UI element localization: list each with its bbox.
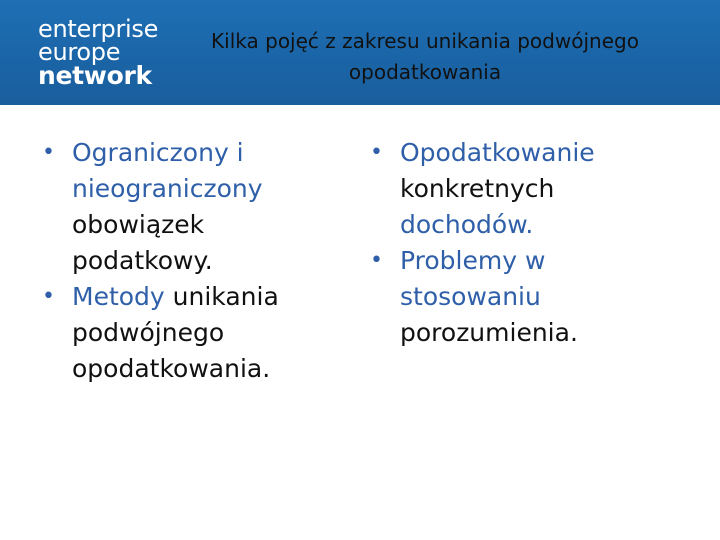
bullet-text-nieograniczony: nieograniczony <box>72 174 263 203</box>
slide-title-line-2: opodatkowania <box>348 60 502 84</box>
right-bullet-column <box>370 135 670 351</box>
bullet-text-dochodow: dochodów. <box>400 210 534 239</box>
enterprise-europe-network-logo <box>38 15 188 90</box>
bullet-dot-icon: • <box>370 140 383 165</box>
bullet-dot-icon: • <box>42 284 55 309</box>
bullet-item-metody <box>42 279 322 387</box>
bullet-text-podatkowy: podatkowy. <box>72 246 213 275</box>
bullet-dot-icon: • <box>42 140 55 165</box>
slide-title-line-1: Kilka pojęć z zakresu unikania podwójnego <box>211 29 639 53</box>
bullet-item-opodatkowanie <box>370 135 670 243</box>
left-bullet-column <box>42 135 322 387</box>
right-bullet-list <box>370 135 670 351</box>
bullet-text-konkretnych: konkretnych <box>400 174 555 203</box>
bullet-text-opodatkowanie: Opodatkowanie <box>400 138 595 167</box>
bullet-dot-icon: • <box>370 248 383 273</box>
bullet-item-obowiazek <box>42 135 322 279</box>
logo-line-europe: europe <box>38 38 121 66</box>
logo-line-network: network <box>38 61 152 90</box>
bullet-text-podwojnego: podwójnego <box>72 318 225 347</box>
bullet-text-ograniczony: Ograniczony i <box>72 138 244 167</box>
bullet-text-problemy: Problemy w <box>400 246 546 275</box>
bullet-text-opodatkowania: opodatkowania. <box>72 354 271 383</box>
bullet-text-unikania: unikania <box>164 282 279 311</box>
logo-line-enterprise: enterprise <box>38 15 159 43</box>
bullet-item-problemy <box>370 243 670 351</box>
slide-title <box>180 26 670 88</box>
bullet-text-metody: Metody <box>72 282 165 311</box>
bullet-text-obowiazek: obowiązek <box>72 210 205 239</box>
bullet-text-porozumienia: porozumienia. <box>400 318 578 347</box>
bullet-text-stosowaniu: stosowaniu <box>400 282 541 311</box>
left-bullet-list <box>42 135 322 387</box>
